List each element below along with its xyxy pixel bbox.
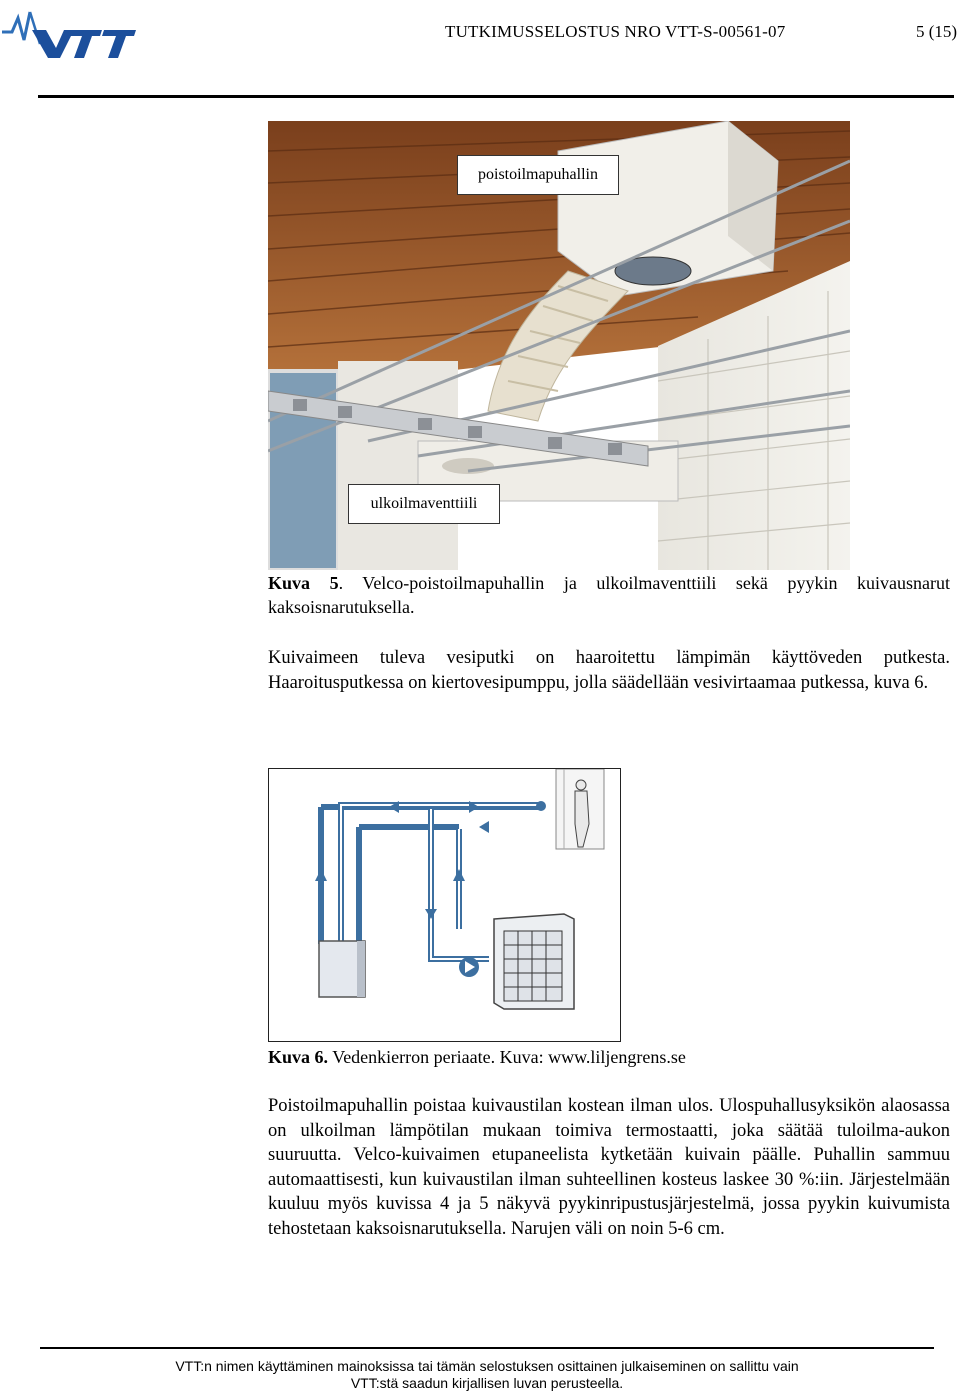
vtt-logo (0, 4, 140, 60)
callout-exhaust-fan: poistoilmapuhallin (457, 155, 619, 195)
figure-5-text: . Velco-poistoilmapuhallin ja ulkoilmaventtiili sekä pyykin kuivausnarut kaksoisnarutuksella. (268, 573, 950, 617)
paragraph-1: Kuivaimeen tuleva vesiputki on haaroitettu lämpimän käyttöveden putkesta. Haaroitusputkessa on kiertovesipumppu, jolla säädellään vesivirtaamaa putkessa, kuva 6. (268, 648, 950, 693)
report-number: TUTKIMUSSELOSTUS NRO VTT-S-00561-07 (445, 22, 786, 41)
figure-6-caption (268, 1045, 686, 1069)
header-divider (38, 95, 954, 98)
figure-5-caption (268, 571, 950, 619)
figure-6-text: Vedenkierron periaate. Kuva: www.liljengrens.se (328, 1047, 686, 1067)
footer-line-2: VTT:stä saadun kirjallisen luvan perusteella. (350, 1375, 624, 1391)
footer-line-1: VTT:n nimen käyttäminen mainoksissa tai tämän selostuksen osittainen julkaiseminen on sallittu vain (175, 1358, 799, 1374)
figure-5-label: Kuva 5 (268, 573, 339, 593)
callout-outdoor-valve: ulkoilmaventtiili (348, 484, 500, 524)
footer-divider (40, 1347, 934, 1349)
figure-6-diagram (268, 768, 621, 1042)
figure-6-label: Kuva 6. (268, 1047, 329, 1067)
paragraph-2: Poistoilmapuhallin poistaa kuivaustilan kostean ilman ulos. Ulospuhallusyksikön alaosassa on ulkoilman lämpötilan mukaan toimiva termostaatti, joka säätää tuloilma-aukon suuruutta. Velco-kuivaimen etupaneelista kytketään kuivain päälle. Puhallin sammuu automaattisesti, kun kuivaustilan ilman suhteellinen kosteus laskee 30 %:iin. Järjestelmään kuuluu myös kuvissa 4 ja 5 näkyvä pyykinripustusjärjestelmä, jossa pyykin kuivumista tehostetaan kaksoisnarutuksella. Narujen väli on noin 5-6 cm. (268, 1096, 950, 1239)
page-number: 5 (15) (916, 22, 958, 41)
footer-notice (40, 1358, 934, 1392)
